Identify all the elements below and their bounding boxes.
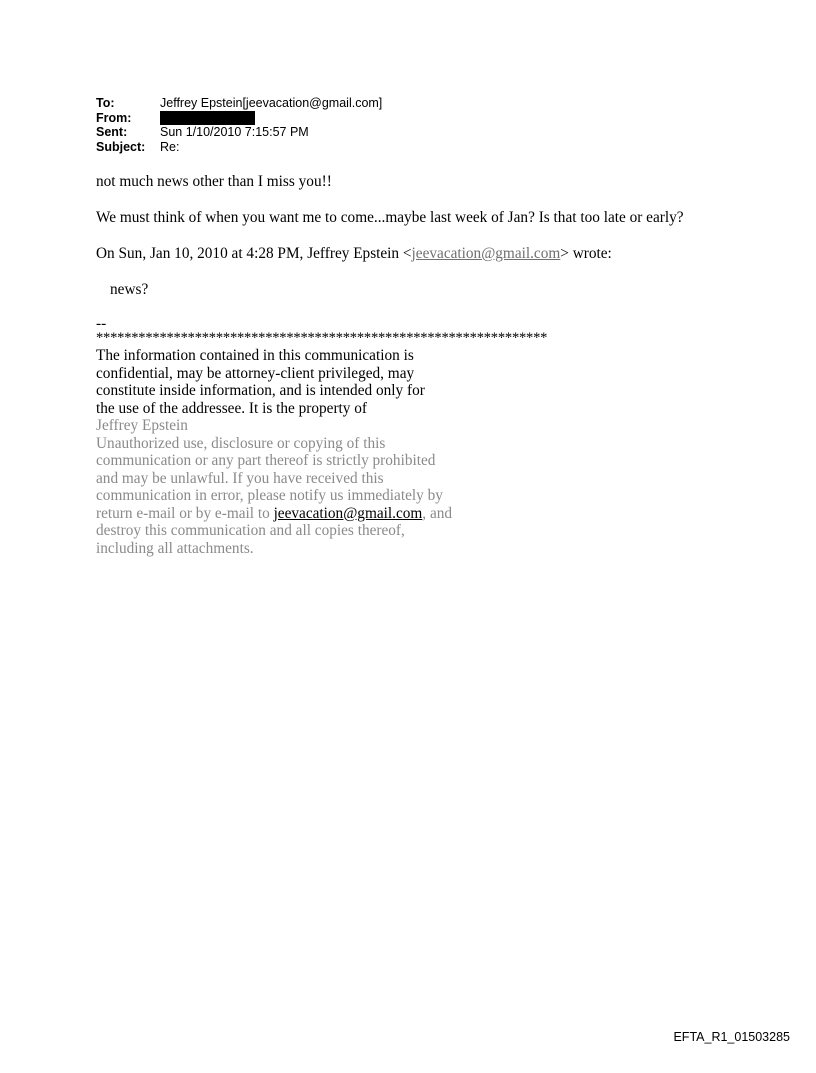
disclaimer-line: The information contained in this communication is	[96, 347, 414, 364]
disclaimer-gray-line: and may be unlawful. If you have received this	[96, 469, 384, 487]
message-line-2: We must think of when you want me to come...maybe last week of Jan? Is that too late or early?	[96, 209, 684, 226]
to-label: To:	[96, 96, 115, 110]
quoted-message: news?	[110, 281, 149, 298]
document-id: EFTA_R1_01503285	[673, 1030, 790, 1044]
disclaimer-gray-line: communication in error, please notify us immediately by	[96, 487, 443, 504]
disclaimer-gray-line: Unauthorized use, disclosure or copying of this	[96, 434, 386, 452]
subject-value: Re:	[160, 139, 180, 154]
email-body	[96, 173, 756, 557]
redaction-box	[160, 111, 255, 125]
return-email-link[interactable]: jeevacation@gmail.com	[273, 504, 423, 522]
disclaimer-return-line	[96, 505, 756, 523]
disclaimer-gray-line: Jeffrey Epstein	[96, 417, 188, 434]
quote-intro-after: > wrote:	[560, 245, 612, 262]
disclaimer-line: the use of the addressee. It is the property of	[96, 399, 368, 417]
signature-dashes: --	[96, 315, 107, 332]
disclaimer-gray-line: including all attachments.	[96, 539, 254, 557]
message-line-1: not much news other than I miss you!!	[96, 173, 332, 190]
email-header	[96, 96, 382, 154]
signature-block	[96, 317, 756, 557]
quote-email-link[interactable]: jeevacation@gmail.com	[411, 245, 561, 262]
from-label: From:	[96, 110, 132, 125]
sent-row	[96, 125, 382, 140]
disclaimer-line: confidential, may be attorney-client privileged, may	[96, 364, 415, 382]
sent-value: Sun 1/10/2010 7:15:57 PM	[160, 125, 309, 139]
signature-stars: ****************************************************************	[96, 330, 548, 346]
subject-row	[96, 140, 382, 155]
to-value: Jeffrey Epstein[jeevacation@gmail.com]	[160, 96, 383, 110]
quote-intro	[96, 245, 756, 263]
from-row	[96, 111, 382, 126]
quote-intro-before: On Sun, Jan 10, 2010 at 4:28 PM, Jeffrey Epstein <	[96, 245, 412, 262]
sent-label: Sent:	[96, 125, 128, 139]
disclaimer-gray-line: communication or any part thereof is strictly prohibited	[96, 452, 436, 469]
disclaimer-gray-line: destroy this communication and all copies thereof,	[96, 522, 405, 539]
disclaimer-line: constitute inside information, and is intended only for	[96, 382, 425, 399]
return-after: , and	[422, 504, 453, 522]
return-before: return e-mail or by e-mail to	[96, 504, 274, 522]
subject-label: Subject:	[96, 139, 146, 154]
to-row	[96, 96, 382, 111]
